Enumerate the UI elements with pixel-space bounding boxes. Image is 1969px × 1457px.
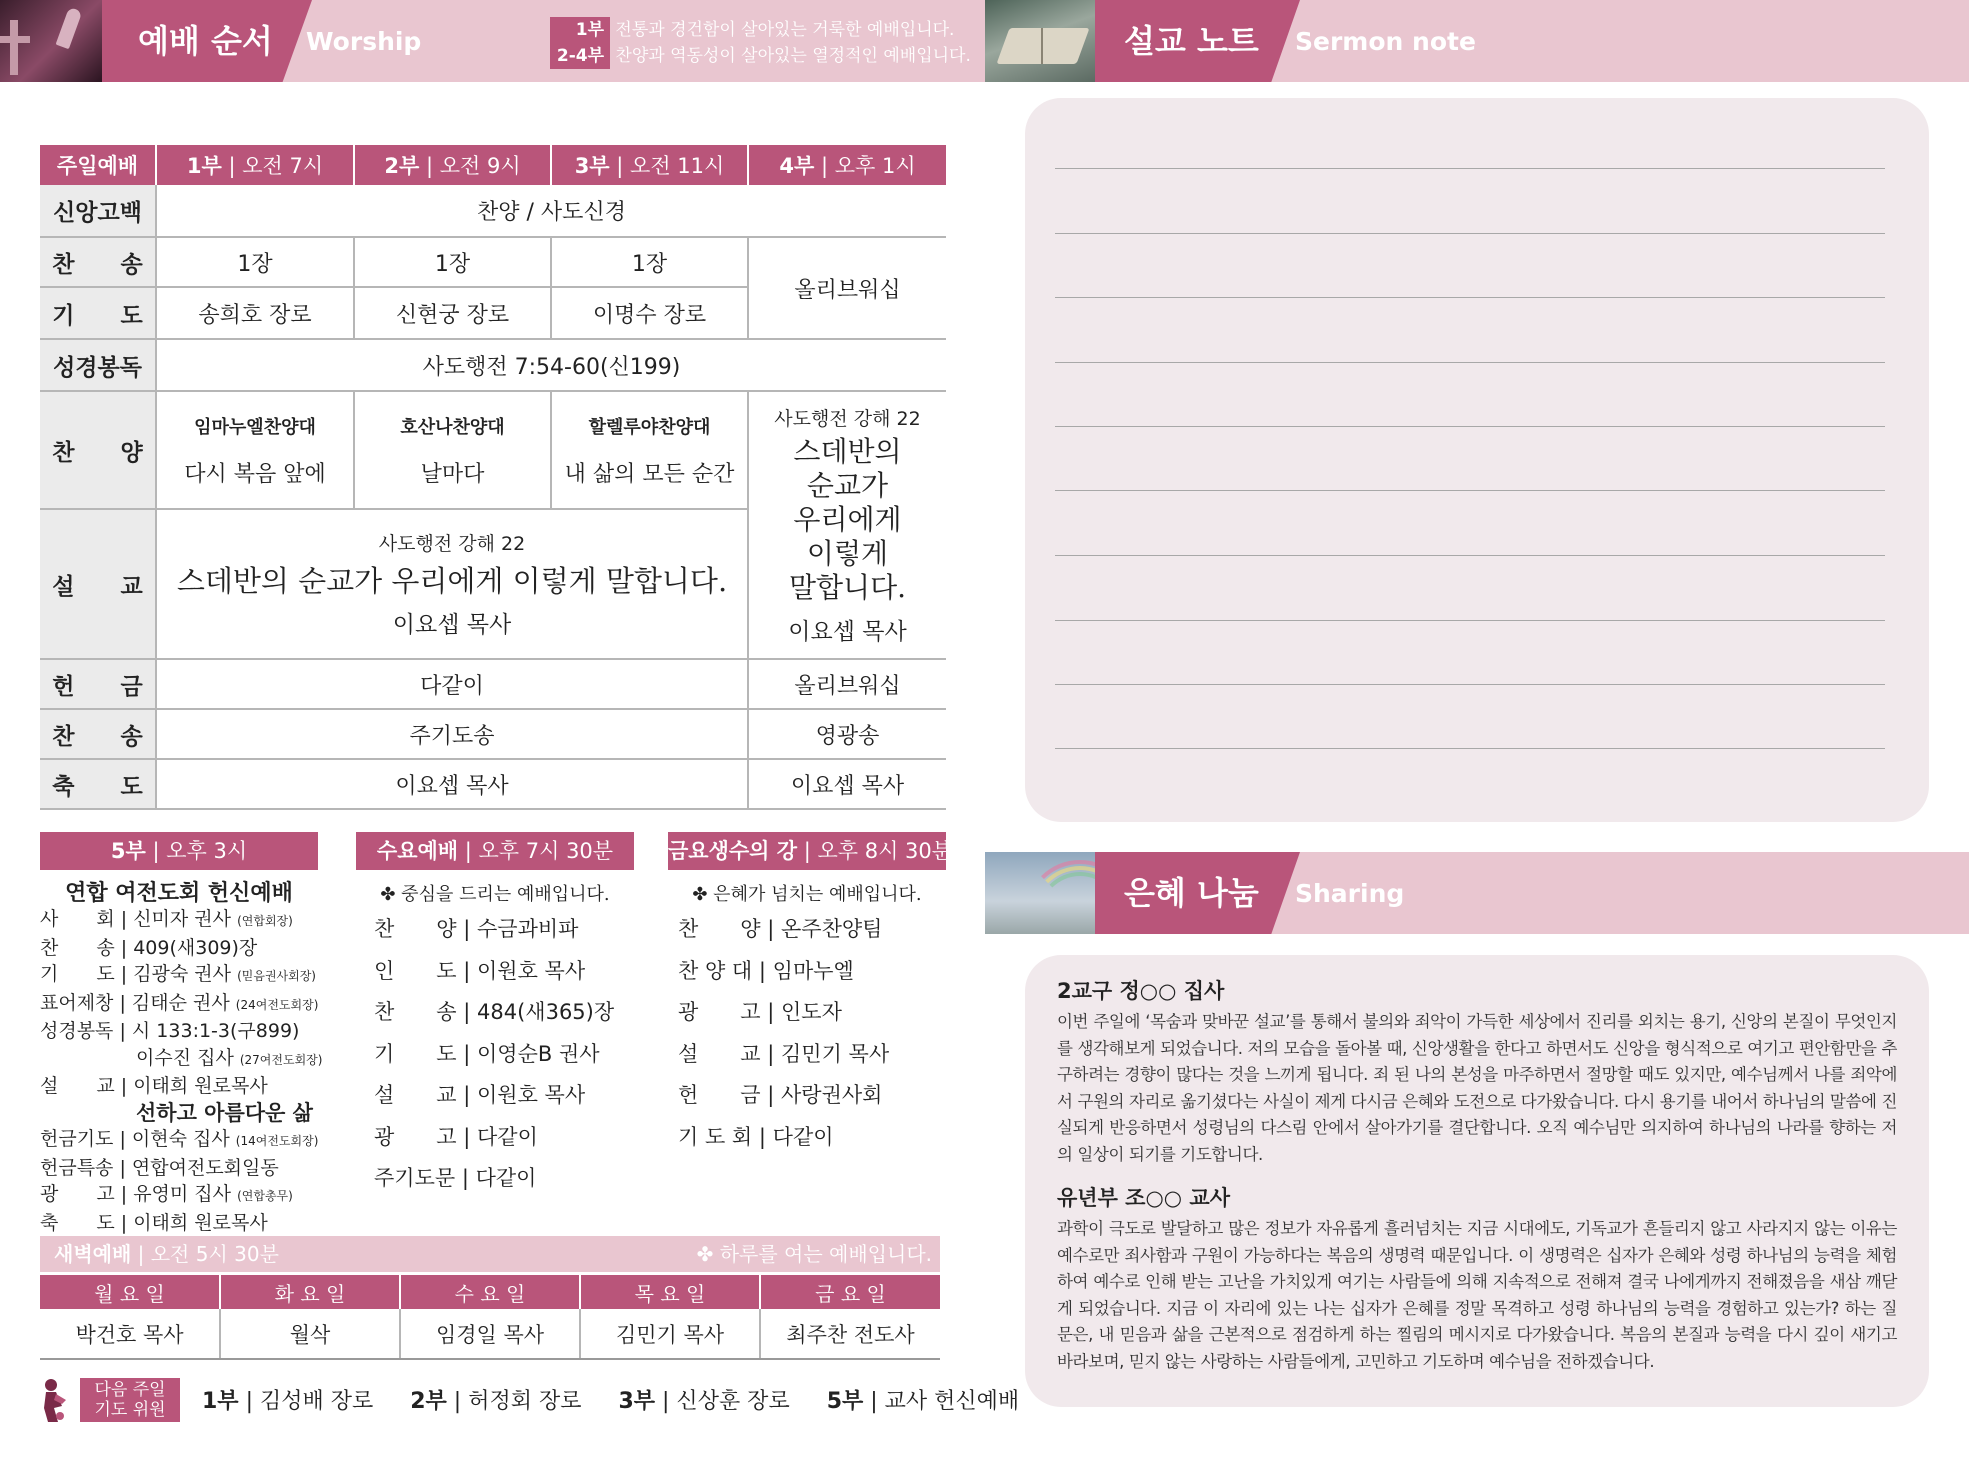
info-tag-1: 1부: [550, 17, 610, 43]
friday-list: [678, 909, 889, 1158]
dawn-title: 새벽예배: [54, 1242, 132, 1266]
praying-person-icon: [40, 1378, 70, 1424]
choir-part-2: 호산나찬양대 날마다: [354, 391, 551, 509]
row-hymn-2: [40, 709, 946, 759]
row-label-reading: 성경봉독: [40, 339, 156, 391]
dawn-time: | 오전 5시 30분: [137, 1242, 279, 1266]
next-prayer-2: 2부 | 허정회 장로: [410, 1389, 582, 1414]
list-item: 설 교 | 이태희 원로목사: [40, 1075, 268, 1097]
next-prayer-3: 3부 | 신상훈 장로: [618, 1389, 790, 1414]
dawn-day-tue: 화 요 일: [220, 1275, 400, 1309]
row-label-choir: 찬 양: [40, 391, 156, 509]
sermon-subtitle: Sermon note: [1295, 27, 1476, 56]
wednesday-header: 수요예배 | 오후 7시 30분: [356, 832, 634, 870]
reading-value: 사도행전 7:54-60(신199): [156, 339, 946, 391]
list-item: 헌 금 | 사랑권사회: [678, 1083, 883, 1107]
next-prayer-1: 1부 | 김성배 장로: [202, 1389, 374, 1414]
sermon-parts-1-3: 사도행전 강해 22 스데반의 순교가 우리에게 이렇게 말합니다. 이요셉 목사: [156, 509, 748, 659]
note-line: [1055, 748, 1885, 749]
list-item: 기 도 회 | 다같이: [678, 1124, 834, 1149]
worship-title: 예배 순서: [138, 22, 273, 60]
worship-photo: [0, 0, 102, 82]
list-item: 찬 송 | 484(새365)장: [374, 1000, 615, 1024]
row-reading: [40, 339, 946, 391]
note-line: [1055, 620, 1885, 621]
benediction-value: 이요셉 목사: [156, 759, 748, 809]
row-label-hymn: 찬 송: [40, 237, 156, 287]
worship-subtitle: Worship: [306, 27, 422, 56]
dawn-leader-tue: 월삭: [220, 1309, 400, 1359]
row-benediction: [40, 759, 946, 809]
dawn-table: [40, 1275, 940, 1360]
list-item: 인 도 | 이원호 목사: [374, 958, 586, 983]
sharing-subtitle: Sharing: [1295, 879, 1405, 908]
part5-list: [40, 906, 322, 1236]
sharing-text-2: 과학이 극도로 발달하고 많은 정보가 자유롭게 흘러넘치는 지금 시대에도, 기독교가 흔들리지 않고 사라지지 않는 이유는 예수로만 죄사함과 구원이 가능하다는 복음의 생명력 때문입니다. 이 생명력은 십자가 은혜와 성령 하나님의 능력을 체험하여 예수로 인해 받는 고난을 가치있게 여기는 사람들에 의해 지속적으로 전해져 결국 나에게까지 전해졌음을 새삼 깨닫게 되었습니다. 지금 이 자리에 있는 나는 십자가 은혜를 정말 목격하고 성령 하나님의 능력을 경험하고 있는가? 하는 질문은, 내 믿음과 삶을 근본적으로 점검하게 하는 찔림의 메시지로 다가왔습니다. 복음의 본질과 능력을 다시 깊이 새기고 바라보며, 믿지 않는 사랑하는 사람들에게, 고민하고 기도하며 예수님을 전하겠습니다.: [1057, 1219, 1897, 1371]
info-tag-2: 2-4부: [550, 43, 610, 69]
dawn-day-fri: 금 요 일: [760, 1275, 940, 1309]
list-item: 헌금특송 | 연합여전도회일동: [40, 1156, 279, 1179]
offering-value: 다같이: [156, 659, 748, 709]
part5-title: 연합 여전도회 헌신예배: [65, 881, 293, 906]
note-line: [1055, 297, 1885, 298]
offering-part-4: 올리브워십: [748, 659, 946, 709]
sunday-worship-table: [40, 145, 946, 810]
wednesday-list: [374, 909, 614, 1200]
list-item: 이수진 집사 (27여전도회장): [136, 1046, 323, 1069]
note-line: [1055, 555, 1885, 556]
part5-header: 5부 | 오후 3시: [40, 832, 318, 870]
choir-part-3: 할렐루야찬양대 내 삶의 모든 순간: [551, 391, 748, 509]
sharing-text-1: 이번 주일에 ‘목숨과 맞바꾼 설교’를 통해서 불의와 죄악이 가득한 세상에서 진리를 외치는 용기, 신앙의 본질이 무엇인지를 생각해보게 되었습니다. 저의 모습을 돌아볼 때, 신앙생활을 한다고 하면서도 신앙을 형식적으로 여기고 편안함만을 추구하려는 경향이 많다는 것을 느끼게 됩니다. 죄 된 나의 본성을 마주하면서 절망할 때도 있지만, 예수님께서 나를 죄악에서 구원의 자리로 옮기셨다는 사실이 제게 다시금 은혜와 도전으로 다가왔습니다. 다시 용기를 내어서 하나님의 말씀에 진실되게 반응하면서 성령님의 다스림 안에서 살아가기를 결단합니다. 오직 예수님만 의지하여 하나님의 나라를 향하는 저의 일상이 되기를 기도합니다.: [1057, 1012, 1897, 1164]
hymn-part-1: 1장: [156, 237, 354, 287]
list-item: 찬 양 | 수금과비파: [374, 917, 579, 941]
wednesday-motto: ✤ 중심을 드리는 예배입니다.: [380, 884, 610, 905]
row-hymn: [40, 237, 946, 287]
dawn-leader-fri: 최주찬 전도사: [760, 1309, 940, 1359]
note-line: [1055, 490, 1885, 491]
list-item: 기 도 | 이영순B 권사: [374, 1041, 600, 1066]
list-item: 선하고 아름다운 삶: [136, 1100, 313, 1125]
next-prayer-5: 5부 | 교사 헌신예배: [826, 1389, 1020, 1414]
next-prayer-list: [202, 1384, 1019, 1415]
table-header-row: [40, 145, 946, 185]
header-part-4: 4부 | 오후 1시: [748, 145, 946, 185]
rainbow-photo: [985, 852, 1095, 934]
bible-photo: [985, 0, 1095, 82]
dawn-leader-thu: 김민기 목사: [580, 1309, 760, 1359]
sharing-author-1: 2교구 정○○ 집사: [1057, 979, 1225, 1003]
row-label-hymn-2: 찬 송: [40, 709, 156, 759]
hymn-prayer-part-4: 올리브워십: [748, 237, 946, 339]
list-item: 주기도문 | 다같이: [374, 1166, 537, 1190]
note-line: [1055, 684, 1885, 685]
info-text-1: 전통과 경건함이 살아있는 거룩한 예배입니다.: [615, 20, 955, 40]
note-line: [1055, 426, 1885, 427]
list-item: 설 교 | 김민기 목사: [678, 1041, 890, 1066]
creed-value: 찬양 / 사도신경: [156, 185, 946, 237]
header-part-1: 1부 | 오전 7시: [156, 145, 354, 185]
list-item: 성경봉독 | 시 133:1-3(구899): [40, 1020, 300, 1042]
sharing-title: 은혜 나눔: [1124, 874, 1259, 912]
dawn-motto: ✤ 하루를 여는 예배입니다.: [696, 1242, 932, 1266]
info-text-2: 찬양과 역동성이 살아있는 열정적인 예배입니다.: [615, 46, 971, 66]
note-line: [1055, 362, 1885, 363]
list-item: 사 회 | 신미자 권사 (연합회장): [40, 908, 293, 930]
sharing-author-2: 유년부 조○○ 교사: [1057, 1186, 1230, 1210]
sermon-note-panel: [1025, 98, 1929, 822]
row-offering: [40, 659, 946, 709]
hymn-2-value: 주기도송: [156, 709, 748, 759]
prayer-part-1: 송희호 장로: [156, 287, 354, 339]
hymn-part-2: 1장: [354, 237, 551, 287]
list-item: 광 고 | 인도자: [678, 1000, 842, 1024]
dawn-leader-wed: 임경일 목사: [400, 1309, 580, 1359]
dawn-header: [40, 1236, 940, 1272]
dawn-leaders-row: [40, 1309, 940, 1359]
list-item: 찬 양 대 | 임마누엘: [678, 958, 854, 983]
list-item: 광 고 | 다같이: [374, 1124, 538, 1149]
header-part-2: 2부 | 오전 9시: [354, 145, 551, 185]
dawn-day-mon: 월 요 일: [40, 1275, 220, 1309]
list-item: 설 교 | 이원호 목사: [374, 1083, 586, 1107]
row-label-creed: 신앙고백: [40, 185, 156, 237]
list-item: 헌금기도 | 이현숙 집사 (14여전도회장): [40, 1128, 319, 1150]
row-label-sermon: 설 교: [40, 509, 156, 659]
dawn-day-thu: 목 요 일: [580, 1275, 760, 1309]
list-item: 축 도 | 이태희 원로목사: [40, 1211, 268, 1234]
list-item: 찬 양 | 온주찬양팀: [678, 917, 883, 941]
next-prayer-badge: 다음 주일 기도 위원: [80, 1378, 180, 1422]
prayer-part-3: 이명수 장로: [551, 287, 748, 339]
list-item: 기 도 | 김광숙 권사 (믿음권사회장): [40, 963, 316, 985]
hymn-part-3: 1장: [551, 237, 748, 287]
worship-info: [550, 17, 971, 69]
list-item: 찬 송 | 409(새309)장: [40, 936, 258, 959]
sermon-title: 설교 노트: [1124, 22, 1259, 60]
sermon-part-4: 사도행전 강해 22 스데반의 순교가 우리에게 이렇게 말합니다. 이요셉 목사: [748, 391, 946, 659]
benediction-part-4: 이요셉 목사: [748, 759, 946, 809]
prayer-part-2: 신현궁 장로: [354, 287, 551, 339]
choir-part-1: 임마누엘찬양대 다시 복음 앞에: [156, 391, 354, 509]
row-label-offering: 헌 금: [40, 659, 156, 709]
note-line: [1055, 233, 1885, 234]
row-label-prayer: 기 도: [40, 287, 156, 339]
dawn-leader-mon: 박건호 목사: [40, 1309, 220, 1359]
row-creed: [40, 185, 946, 237]
dawn-days-row: [40, 1275, 940, 1309]
friday-motto: ✤ 은혜가 넘치는 예배입니다.: [692, 884, 922, 905]
friday-header: 금요생수의 강 | 오후 8시 30분: [668, 832, 946, 870]
header-sunday-label: 주일예배: [40, 145, 156, 185]
header-part-3: 3부 | 오전 11시: [551, 145, 748, 185]
dawn-day-wed: 수 요 일: [400, 1275, 580, 1309]
note-line: [1055, 168, 1885, 169]
list-item: 표어제창 | 김태순 권사 (24여전도회장): [40, 991, 319, 1014]
list-item: 광 고 | 유영미 집사 (연합총무): [40, 1183, 293, 1205]
row-label-benediction: 축 도: [40, 759, 156, 809]
hymn-2-part-4: 영광송: [748, 709, 946, 759]
row-choir: [40, 391, 946, 509]
